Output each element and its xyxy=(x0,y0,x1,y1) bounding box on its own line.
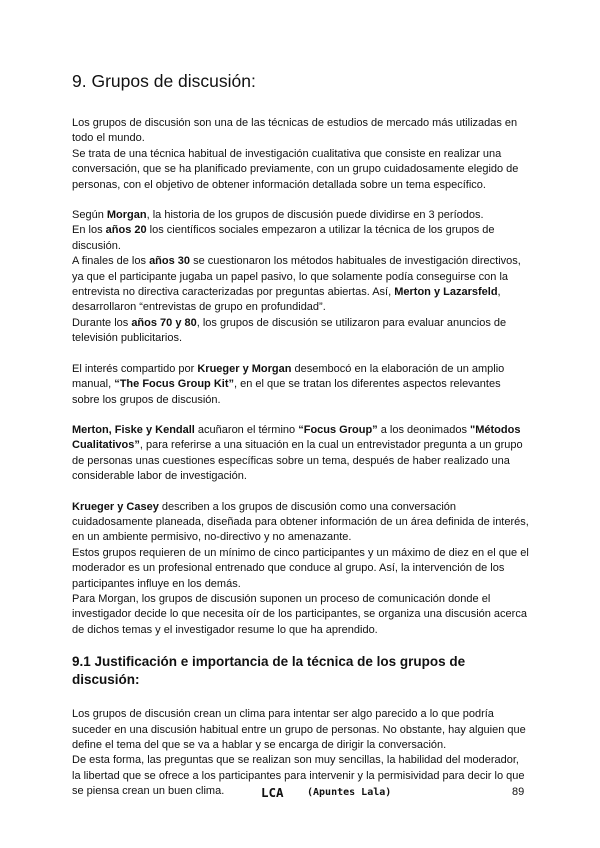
text: acuñaron el término xyxy=(194,423,299,436)
text: desembocó en la elaboración de un amplio manual, xyxy=(72,362,505,391)
history-line-1 xyxy=(72,208,530,223)
text: se cuestionaron los métodos habituales de investigación directivos, ya que el participante jugaba un papel pasivo, lo que solamente podía conseguirse con la entrevista no directiva caracterizadas por preguntas abiertas. Así, xyxy=(72,255,521,299)
text: Durante los xyxy=(72,316,132,329)
history-line-3 xyxy=(72,254,530,316)
bold-text: años 20 xyxy=(105,224,147,237)
bold-text: “Focus Group” xyxy=(298,423,378,436)
document-page xyxy=(72,70,530,815)
section-heading: 9. Grupos de discusión: xyxy=(72,71,256,91)
bold-text: Merton y Lazarsfeld xyxy=(394,286,498,299)
bold-text: años 70 y 80 xyxy=(131,316,197,329)
krueger-line-2: Estos grupos requieren de un mínimo de cinco participantes y un máximo de diez en el que el moderador es un profesional entrenado que conduce al grupo. Así, la intervención de los participantes influye en los demás. xyxy=(72,546,529,590)
text: a los deonimados xyxy=(377,423,471,436)
page-number: 89 xyxy=(512,786,525,798)
bold-text: Merton, Fiske y Kendall xyxy=(72,423,195,436)
text: , para referirse a una situación en la cual un entrevistador pregunta a un grupo de personas unas cuestiones específicas sobre un tema, después de haber realizado una considerable labor de investigación. xyxy=(72,439,523,483)
bold-text: "Métodos Cualitativos” xyxy=(72,423,521,452)
paragraph-manual xyxy=(72,362,530,408)
justification-line-1: Los grupos de discusión crean un clima para intentar ser algo parecido a lo que podría suceder en una discusión habitual entre un grupo de personas. No obstante, hay alguien que define el tema del que se va a hablar y se encarga de dirigir la conversación. xyxy=(72,708,526,751)
krueger-line-3: Para Morgan, los grupos de discusión suponen un proceso de comunicación donde el investigador decide lo que necesita oír de los participantes, se organiza una discusión acerca de dichos temas y el investigador resume lo que ha aprendido. xyxy=(72,592,527,636)
bold-text: Krueger y Morgan xyxy=(197,362,292,375)
justification-line-2: De esta forma, las preguntas que se realizan son muy sencillas, la habilidad del moderador, la libertad que se ofrece a los participantes para intervenir y la permisividad para decir lo que se piensa crean un buen clima. xyxy=(72,754,525,798)
text: , desarrollaron “entrevistas de grupo en profundidad”. xyxy=(72,286,501,314)
paragraph-focus-group xyxy=(72,423,530,485)
text: , los grupos de discusión se utilizaron para evaluar anuncios de televisión publicitarios. xyxy=(72,316,507,345)
bold-text: Krueger y Casey xyxy=(72,500,159,513)
text: El interés compartido por xyxy=(72,362,198,375)
paragraph-krueger-casey xyxy=(72,500,530,639)
text: A finales de los xyxy=(72,255,150,268)
intro-line-1: Los grupos de discusión son una de las técnicas de estudios de mercado más utilizadas en todo el mundo. xyxy=(72,117,518,145)
text: describen a los grupos de discusión como una conversación cuidadosamente planeada, diseñada para obtener información de un área definida de interés, en un ambiente permisivo, no-directivo y no amenazante. xyxy=(72,500,529,544)
text: , la historia de los grupos de discusión puede dividirse en 3 períodos. xyxy=(146,209,484,222)
paragraph-history xyxy=(72,208,530,347)
text: En los xyxy=(72,224,106,237)
footer-lca: LCA xyxy=(261,785,284,800)
subsection-heading: 9.1 Justificación e importancia de la técnica de los grupos de discusión: xyxy=(72,654,466,688)
text: , en el que se tratan los diferentes aspectos relevantes sobre los grupos de discusión. xyxy=(72,378,501,406)
history-line-2 xyxy=(72,223,530,254)
history-line-4 xyxy=(72,316,530,347)
krueger-line-1 xyxy=(72,500,530,546)
text: los científicos sociales empezaron a utilizar la técnica de los grupos de discusión. xyxy=(72,224,495,252)
paragraph-intro xyxy=(72,116,530,193)
bold-text: años 30 xyxy=(149,255,191,268)
page-footer xyxy=(0,785,600,801)
intro-line-2: Se trata de una técnica habitual de investigación cualitativa que consiste en realizar una conversación, que se ha planificado previamente, con un grupo cuidadosamente elegido de personas, con el objetivo de obtener información detallada sobre un tema específico. xyxy=(72,147,519,191)
bold-text: “The Focus Group Kit” xyxy=(114,378,234,391)
text: Según xyxy=(72,209,107,222)
bold-text: Morgan xyxy=(106,209,147,222)
footer-apuntes: (Apuntes Lala) xyxy=(307,787,392,798)
